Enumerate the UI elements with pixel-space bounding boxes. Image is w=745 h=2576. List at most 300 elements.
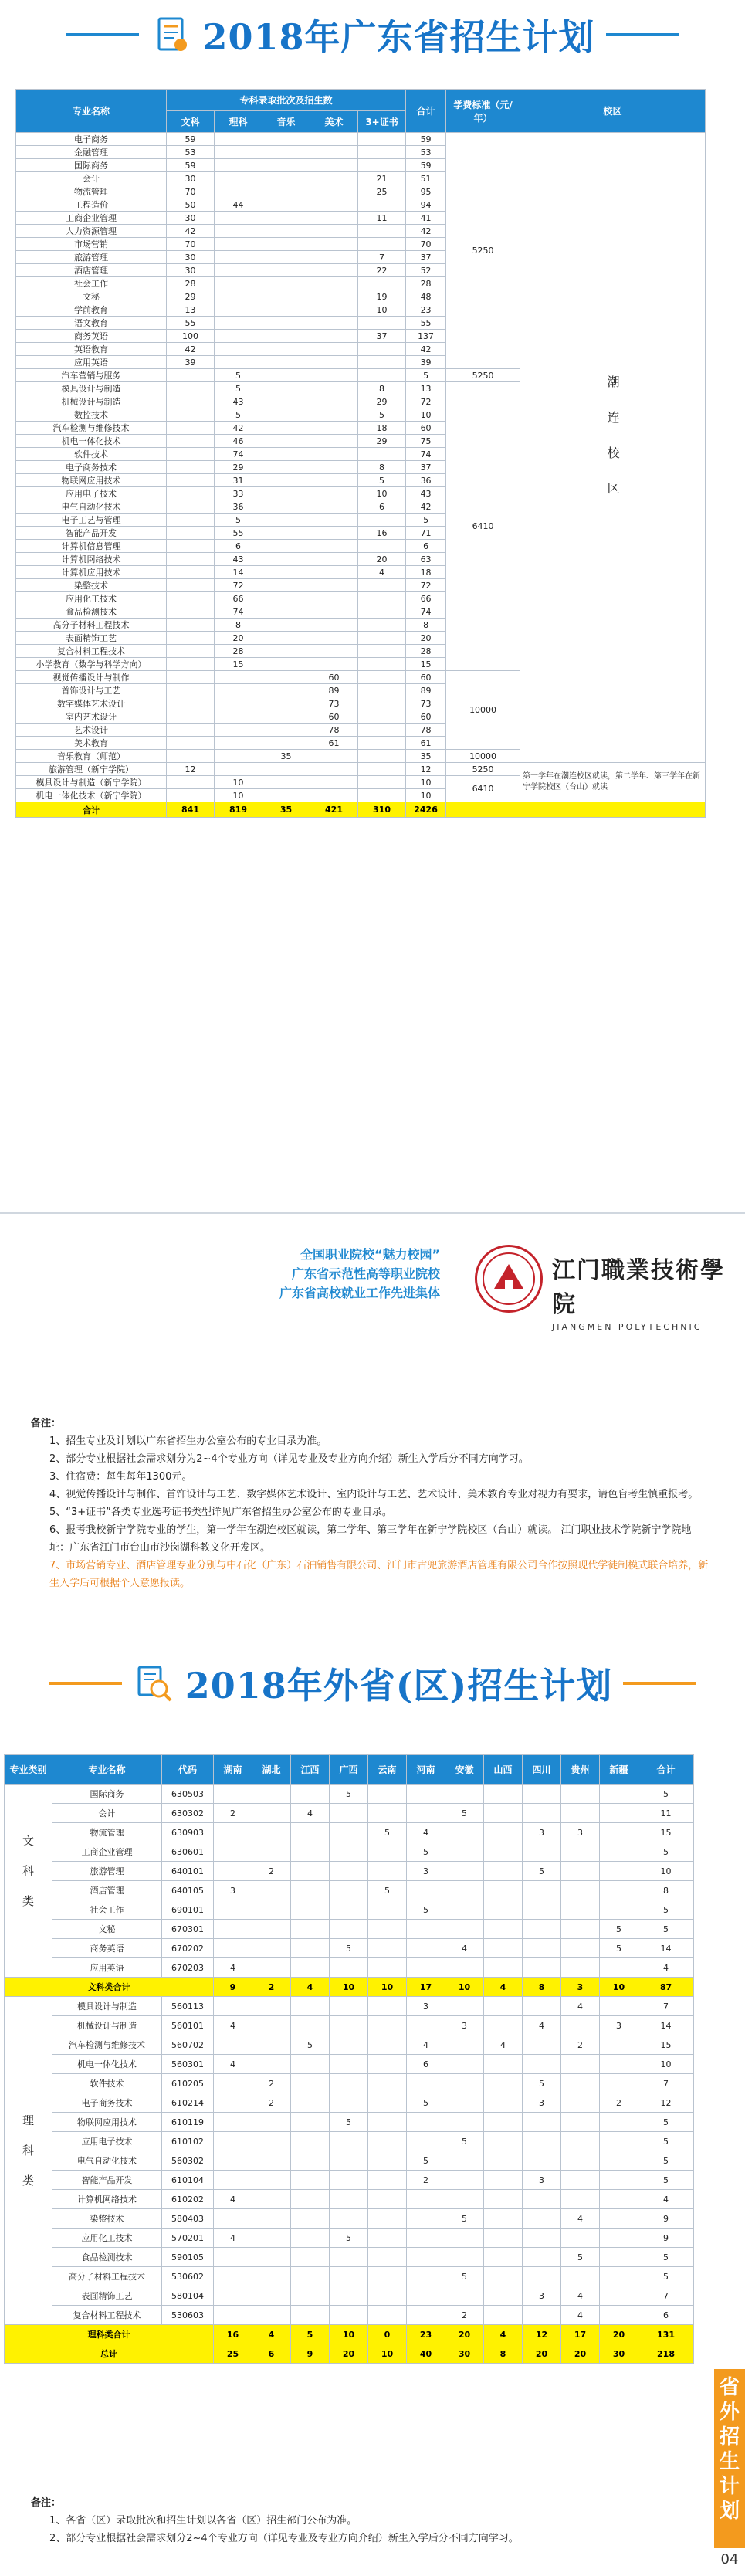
count-cell: 30 bbox=[167, 212, 215, 225]
count-cell bbox=[358, 343, 406, 356]
count-cell bbox=[368, 2306, 407, 2325]
count-cell bbox=[167, 395, 215, 408]
table-row bbox=[5, 2074, 694, 2093]
count-cell bbox=[523, 2306, 561, 2325]
count-cell: 43 bbox=[215, 553, 262, 566]
major-name-cell: 电子商务技术 bbox=[16, 461, 167, 474]
count-cell bbox=[262, 645, 310, 658]
count-cell: 2 bbox=[214, 1804, 252, 1823]
count-cell bbox=[291, 1823, 330, 1842]
major-name-cell: 室内艺术设计 bbox=[16, 710, 167, 724]
count-cell bbox=[252, 2132, 291, 2151]
count-cell bbox=[167, 684, 215, 697]
count-cell bbox=[407, 2074, 445, 2093]
fee-cell: 10000 bbox=[446, 671, 520, 750]
count-cell bbox=[358, 448, 406, 461]
count-cell bbox=[214, 2151, 252, 2171]
major-name-cell: 酒店管理 bbox=[52, 1881, 162, 1900]
total-cell: 10 bbox=[368, 1978, 407, 1997]
count-cell bbox=[358, 737, 406, 750]
count-cell: 95 bbox=[406, 185, 446, 198]
header-cell: 广西 bbox=[330, 1755, 368, 1785]
outer-province-plan-table bbox=[4, 1754, 694, 2364]
count-cell: 37 bbox=[358, 330, 406, 343]
count-cell: 5 bbox=[406, 514, 446, 527]
major-name-cell: 汽车营销与服务 bbox=[16, 369, 167, 382]
count-cell bbox=[310, 632, 358, 645]
count-cell: 5 bbox=[638, 1900, 694, 1920]
count-cell bbox=[330, 1842, 368, 1862]
count-cell bbox=[368, 1862, 407, 1881]
count-cell bbox=[167, 789, 215, 802]
count-cell bbox=[484, 2074, 523, 2093]
total-cell: 10 bbox=[330, 2325, 368, 2344]
count-cell: 2 bbox=[445, 2306, 484, 2325]
count-cell bbox=[214, 1785, 252, 1804]
count-cell bbox=[167, 592, 215, 605]
header-col-music: 音乐 bbox=[262, 111, 310, 133]
count-cell bbox=[262, 724, 310, 737]
major-name-cell: 应用化工技术 bbox=[52, 2229, 162, 2248]
count-cell bbox=[215, 303, 262, 317]
count-cell bbox=[445, 2190, 484, 2209]
table-row bbox=[5, 2055, 694, 2074]
header-cell: 合计 bbox=[638, 1755, 694, 1785]
table-row bbox=[5, 1900, 694, 1920]
count-cell: 60 bbox=[310, 671, 358, 684]
count-cell: 8 bbox=[358, 382, 406, 395]
total-cell: 20 bbox=[523, 2344, 561, 2364]
count-cell bbox=[484, 2190, 523, 2209]
code-cell: 560301 bbox=[162, 2055, 214, 2074]
total-cell: 10 bbox=[600, 1978, 638, 1997]
total-cell: 8 bbox=[523, 1978, 561, 1997]
count-cell bbox=[368, 2151, 407, 2171]
count-cell bbox=[358, 789, 406, 802]
count-cell bbox=[262, 238, 310, 251]
major-name-cell: 文秘 bbox=[16, 290, 167, 303]
major-name-cell: 表面精饰工艺 bbox=[52, 2286, 162, 2306]
count-cell bbox=[310, 277, 358, 290]
count-cell bbox=[445, 2093, 484, 2113]
count-cell: 4 bbox=[358, 566, 406, 579]
count-cell bbox=[310, 592, 358, 605]
count-cell: 20 bbox=[406, 632, 446, 645]
fee-cell: 5250 bbox=[446, 763, 520, 776]
count-cell bbox=[330, 2074, 368, 2093]
count-cell: 3 bbox=[445, 2016, 484, 2035]
count-cell bbox=[167, 540, 215, 553]
count-cell bbox=[252, 2016, 291, 2035]
count-cell: 3 bbox=[523, 2286, 561, 2306]
campus-note-cell: 第一学年在潮连校区就读，第二学年、第三学年在新宁学院校区（台山）就读 bbox=[520, 763, 706, 802]
total-cell: 218 bbox=[638, 2344, 694, 2364]
total-cell: 87 bbox=[638, 1978, 694, 1997]
major-name-cell: 物联网应用技术 bbox=[16, 474, 167, 487]
count-cell: 53 bbox=[406, 146, 446, 159]
count-cell bbox=[445, 2035, 484, 2055]
major-name-cell: 软件技术 bbox=[16, 448, 167, 461]
count-cell: 137 bbox=[406, 330, 446, 343]
count-cell bbox=[600, 1997, 638, 2016]
count-cell bbox=[358, 710, 406, 724]
count-cell bbox=[262, 684, 310, 697]
title-left-line bbox=[66, 33, 139, 36]
count-cell bbox=[445, 1997, 484, 2016]
count-cell bbox=[252, 2190, 291, 2209]
table-row bbox=[5, 1920, 694, 1939]
count-cell bbox=[484, 2132, 523, 2151]
count-cell bbox=[368, 2190, 407, 2209]
count-cell: 42 bbox=[406, 500, 446, 514]
count-cell bbox=[262, 671, 310, 684]
count-cell bbox=[262, 789, 310, 802]
table-row bbox=[5, 2209, 694, 2229]
table-row bbox=[5, 2306, 694, 2325]
count-cell: 5 bbox=[561, 2248, 600, 2267]
count-cell bbox=[368, 1900, 407, 1920]
category-label: 文科类 bbox=[21, 1834, 35, 1925]
count-cell bbox=[262, 212, 310, 225]
count-cell bbox=[215, 684, 262, 697]
count-cell bbox=[167, 566, 215, 579]
count-cell bbox=[358, 763, 406, 776]
count-cell bbox=[214, 2248, 252, 2267]
major-name-cell: 汽车检测与维修技术 bbox=[52, 2035, 162, 2055]
count-cell: 2 bbox=[252, 2074, 291, 2093]
count-cell: 5 bbox=[638, 2267, 694, 2286]
major-name-cell: 人力资源管理 bbox=[16, 225, 167, 238]
count-cell: 12 bbox=[167, 763, 215, 776]
count-cell bbox=[600, 1958, 638, 1978]
count-cell: 2 bbox=[600, 2093, 638, 2113]
count-cell bbox=[445, 1842, 484, 1862]
count-cell: 29 bbox=[358, 395, 406, 408]
total-cell: 20 bbox=[600, 2325, 638, 2344]
count-cell bbox=[291, 1862, 330, 1881]
major-name-cell: 智能产品开发 bbox=[16, 527, 167, 540]
count-cell bbox=[368, 2267, 407, 2286]
count-cell bbox=[561, 2055, 600, 2074]
major-name-cell: 机电一体化技术（新宁学院） bbox=[16, 789, 167, 802]
major-name-cell: 复合材料工程技术 bbox=[52, 2306, 162, 2325]
count-cell bbox=[262, 146, 310, 159]
count-cell bbox=[262, 422, 310, 435]
count-cell bbox=[368, 2113, 407, 2132]
count-cell bbox=[330, 2248, 368, 2267]
major-name-cell: 机电一体化技术 bbox=[52, 2055, 162, 2074]
count-cell bbox=[262, 632, 310, 645]
notes2-item: 1、各省（区）录取批次和招生计划以各省（区）招生部门公布为准。 bbox=[49, 2515, 357, 2527]
count-cell bbox=[523, 2190, 561, 2209]
major-name-cell: 应用电子技术 bbox=[16, 487, 167, 500]
table-row bbox=[5, 2113, 694, 2132]
count-cell bbox=[252, 2113, 291, 2132]
count-cell bbox=[600, 1881, 638, 1900]
major-name-cell: 机械设计与制造 bbox=[52, 2016, 162, 2035]
major-name-cell: 应用英语 bbox=[52, 1958, 162, 1978]
count-cell: 4 bbox=[484, 2035, 523, 2055]
count-cell: 36 bbox=[406, 474, 446, 487]
count-cell bbox=[252, 2229, 291, 2248]
header-campus: 校区 bbox=[520, 90, 706, 133]
count-cell bbox=[214, 1997, 252, 2016]
table-row bbox=[5, 2229, 694, 2248]
count-cell bbox=[252, 1881, 291, 1900]
count-cell: 42 bbox=[167, 225, 215, 238]
count-cell: 30 bbox=[167, 264, 215, 277]
count-cell: 52 bbox=[406, 264, 446, 277]
header-fee: 学费标准（元/年） bbox=[446, 90, 520, 133]
count-cell: 60 bbox=[310, 710, 358, 724]
count-cell: 5 bbox=[445, 2209, 484, 2229]
total-blank-cell bbox=[446, 802, 706, 818]
major-name-cell: 文秘 bbox=[52, 1920, 162, 1939]
count-cell bbox=[407, 1920, 445, 1939]
count-cell bbox=[291, 2093, 330, 2113]
count-cell bbox=[262, 356, 310, 369]
count-cell bbox=[215, 238, 262, 251]
count-cell bbox=[368, 1958, 407, 1978]
count-cell bbox=[310, 146, 358, 159]
total-cell: 6 bbox=[252, 2344, 291, 2364]
count-cell: 5 bbox=[291, 2035, 330, 2055]
count-cell: 60 bbox=[406, 422, 446, 435]
count-cell bbox=[310, 185, 358, 198]
count-cell bbox=[310, 658, 358, 671]
count-cell: 4 bbox=[214, 2190, 252, 2209]
count-cell bbox=[407, 1939, 445, 1958]
count-cell bbox=[484, 2016, 523, 2035]
count-cell: 55 bbox=[215, 527, 262, 540]
count-cell bbox=[215, 172, 262, 185]
count-cell bbox=[262, 605, 310, 619]
count-cell bbox=[523, 1881, 561, 1900]
count-cell bbox=[262, 592, 310, 605]
count-cell bbox=[262, 408, 310, 422]
total-cell: 3 bbox=[561, 1978, 600, 1997]
count-cell bbox=[368, 2248, 407, 2267]
count-cell bbox=[445, 2055, 484, 2074]
count-cell bbox=[561, 2151, 600, 2171]
total-cell: 8 bbox=[484, 2344, 523, 2364]
count-cell bbox=[407, 1958, 445, 1978]
count-cell bbox=[291, 1920, 330, 1939]
count-cell: 5 bbox=[407, 2151, 445, 2171]
count-cell: 3 bbox=[407, 1862, 445, 1881]
count-cell bbox=[330, 1823, 368, 1842]
total-cell: 10 bbox=[368, 2344, 407, 2364]
count-cell: 66 bbox=[406, 592, 446, 605]
count-cell bbox=[291, 1900, 330, 1920]
header-cell: 专业名称 bbox=[52, 1755, 162, 1785]
count-cell bbox=[214, 1842, 252, 1862]
count-cell bbox=[291, 2229, 330, 2248]
count-cell: 6 bbox=[638, 2306, 694, 2325]
count-cell bbox=[358, 776, 406, 789]
count-cell: 6 bbox=[406, 540, 446, 553]
count-cell bbox=[310, 619, 358, 632]
count-cell bbox=[368, 1804, 407, 1823]
count-cell: 3 bbox=[600, 2016, 638, 2035]
count-cell: 29 bbox=[358, 435, 406, 448]
count-cell bbox=[368, 2016, 407, 2035]
count-cell: 5 bbox=[330, 1939, 368, 1958]
header-cell: 安徽 bbox=[445, 1755, 484, 1785]
count-cell: 5 bbox=[330, 2229, 368, 2248]
count-cell bbox=[252, 2286, 291, 2306]
count-cell bbox=[262, 448, 310, 461]
count-cell: 7 bbox=[638, 1997, 694, 2016]
count-cell bbox=[214, 2132, 252, 2151]
count-cell bbox=[523, 1842, 561, 1862]
count-cell bbox=[262, 553, 310, 566]
count-cell bbox=[167, 750, 215, 763]
count-cell bbox=[368, 1939, 407, 1958]
count-cell bbox=[484, 1804, 523, 1823]
count-cell bbox=[167, 435, 215, 448]
count-cell bbox=[368, 2074, 407, 2093]
count-cell bbox=[291, 2132, 330, 2151]
count-cell bbox=[330, 2016, 368, 2035]
table-row bbox=[5, 2035, 694, 2055]
count-cell bbox=[167, 632, 215, 645]
code-cell: 590105 bbox=[162, 2248, 214, 2267]
count-cell bbox=[484, 2286, 523, 2306]
notes2-head: 备注： bbox=[31, 2497, 62, 2509]
count-cell: 89 bbox=[406, 684, 446, 697]
total-cell: 20 bbox=[445, 2325, 484, 2344]
table-row bbox=[5, 1785, 694, 1804]
count-cell bbox=[330, 2093, 368, 2113]
count-cell: 78 bbox=[310, 724, 358, 737]
major-name-cell: 旅游管理 bbox=[52, 1862, 162, 1881]
code-cell: 670202 bbox=[162, 1939, 214, 1958]
count-cell bbox=[358, 225, 406, 238]
total-cell: 总计 bbox=[5, 2344, 214, 2364]
count-cell: 11 bbox=[638, 1804, 694, 1823]
count-cell bbox=[167, 553, 215, 566]
code-cell: 530602 bbox=[162, 2267, 214, 2286]
total-cell: 9 bbox=[291, 2344, 330, 2364]
total-cell: 4 bbox=[252, 2325, 291, 2344]
count-cell bbox=[600, 2132, 638, 2151]
count-cell: 10 bbox=[215, 789, 262, 802]
count-cell: 21 bbox=[358, 172, 406, 185]
total-cell: 合计 bbox=[16, 802, 167, 818]
notes1-item: 3、住宿费：每生每年1300元。 bbox=[49, 1471, 192, 1483]
table-row bbox=[5, 1823, 694, 1842]
code-cell: 560702 bbox=[162, 2035, 214, 2055]
count-cell bbox=[330, 1920, 368, 1939]
count-cell bbox=[214, 1862, 252, 1881]
count-cell bbox=[523, 2267, 561, 2286]
count-cell bbox=[368, 2286, 407, 2306]
header-col-wen: 文科 bbox=[167, 111, 215, 133]
major-name-cell: 电子商务技术 bbox=[52, 2093, 162, 2113]
count-cell: 5 bbox=[638, 2171, 694, 2190]
count-cell bbox=[310, 408, 358, 422]
count-cell bbox=[310, 527, 358, 540]
count-cell bbox=[167, 448, 215, 461]
count-cell bbox=[215, 264, 262, 277]
count-cell bbox=[252, 1997, 291, 2016]
major-name-cell: 数控技术 bbox=[16, 408, 167, 422]
count-cell bbox=[262, 514, 310, 527]
table-row bbox=[5, 2132, 694, 2151]
count-cell bbox=[368, 2229, 407, 2248]
count-cell: 10 bbox=[215, 776, 262, 789]
count-cell bbox=[407, 2306, 445, 2325]
major-name-cell: 视觉传播设计与制作 bbox=[16, 671, 167, 684]
code-cell: 630503 bbox=[162, 1785, 214, 1804]
count-cell bbox=[167, 710, 215, 724]
count-cell bbox=[167, 724, 215, 737]
count-cell bbox=[407, 1804, 445, 1823]
count-cell bbox=[523, 2113, 561, 2132]
count-cell bbox=[310, 474, 358, 487]
count-cell bbox=[368, 1785, 407, 1804]
count-cell: 28 bbox=[167, 277, 215, 290]
count-cell: 5 bbox=[638, 1920, 694, 1939]
count-cell bbox=[215, 750, 262, 763]
count-cell bbox=[358, 632, 406, 645]
major-name-cell: 染整技术 bbox=[16, 579, 167, 592]
major-name-cell: 会计 bbox=[16, 172, 167, 185]
count-cell: 4 bbox=[214, 2016, 252, 2035]
count-cell: 5 bbox=[407, 2093, 445, 2113]
count-cell bbox=[310, 435, 358, 448]
code-cell: 560101 bbox=[162, 2016, 214, 2035]
count-cell: 28 bbox=[406, 645, 446, 658]
count-cell: 8 bbox=[358, 461, 406, 474]
header-cell: 山西 bbox=[484, 1755, 523, 1785]
count-cell bbox=[214, 2306, 252, 2325]
count-cell bbox=[358, 724, 406, 737]
count-cell bbox=[262, 435, 310, 448]
total-cell: 4 bbox=[484, 1978, 523, 1997]
category-cell bbox=[5, 1997, 52, 2325]
count-cell: 42 bbox=[406, 225, 446, 238]
count-cell bbox=[330, 1997, 368, 2016]
count-cell bbox=[600, 2248, 638, 2267]
count-cell bbox=[445, 2248, 484, 2267]
count-cell bbox=[214, 2113, 252, 2132]
count-cell: 14 bbox=[638, 2016, 694, 2035]
count-cell bbox=[310, 212, 358, 225]
notes1-item: 2、部分专业根据社会需求划分为2~4个专业方向（详见专业及专业方向介绍）新生入学后分不同方向学习。 bbox=[49, 1453, 529, 1465]
count-cell bbox=[214, 1900, 252, 1920]
school-name-cn: 江门職業技術學院 bbox=[552, 1257, 725, 1318]
count-cell: 74 bbox=[215, 605, 262, 619]
count-cell bbox=[262, 343, 310, 356]
count-cell bbox=[407, 2229, 445, 2248]
major-name-cell: 应用电子技术 bbox=[52, 2132, 162, 2151]
count-cell bbox=[407, 2267, 445, 2286]
total-cell: 841 bbox=[167, 802, 215, 818]
total-cell: 12 bbox=[523, 2325, 561, 2344]
count-cell bbox=[310, 566, 358, 579]
count-cell bbox=[600, 2055, 638, 2074]
count-cell bbox=[262, 658, 310, 671]
count-cell bbox=[167, 776, 215, 789]
code-cell: 610104 bbox=[162, 2171, 214, 2190]
total-cell: 30 bbox=[600, 2344, 638, 2364]
count-cell bbox=[310, 422, 358, 435]
count-cell bbox=[215, 697, 262, 710]
header-col-3plus: 3+证书 bbox=[358, 111, 406, 133]
fee-cell: 5250 bbox=[446, 369, 520, 382]
